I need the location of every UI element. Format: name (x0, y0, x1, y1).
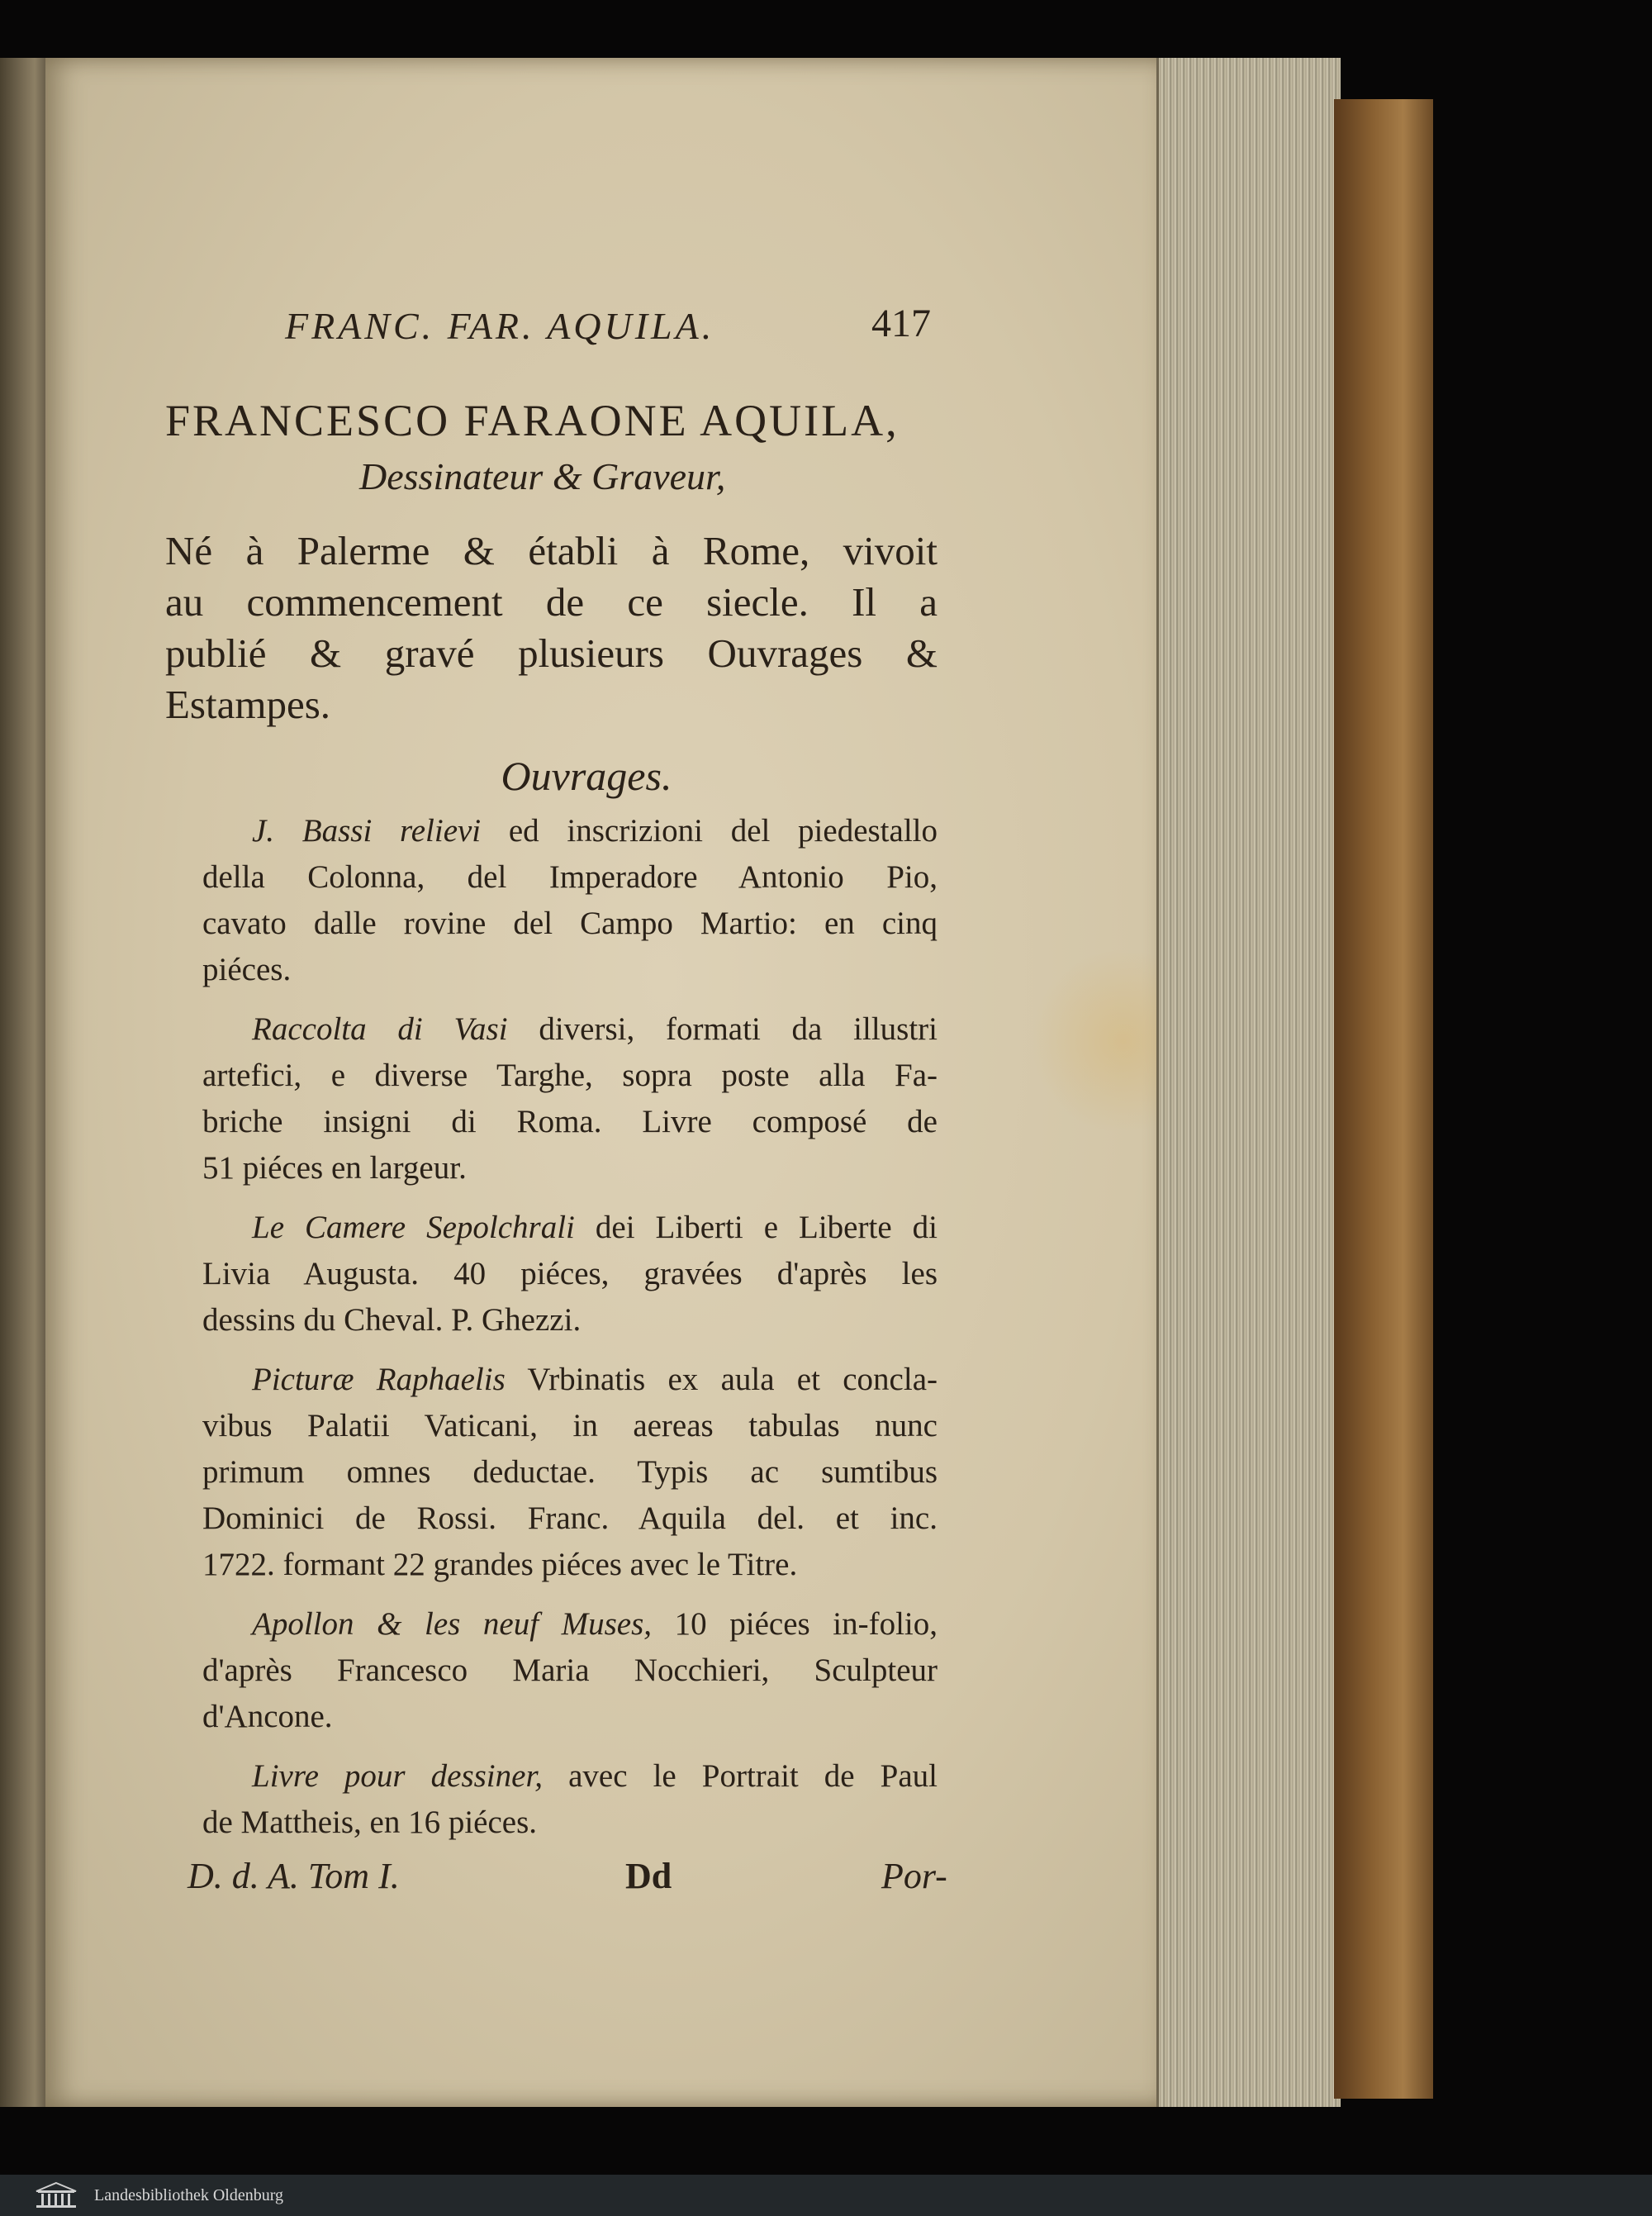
work-entry-line: de Mattheis, en 16 piéces. (202, 1805, 538, 1840)
bio-line: Estampes. (165, 682, 331, 727)
work-entry-line: artefici, e diverse Targhe, sopra poste alla Fa- (202, 1058, 938, 1093)
work-entry-first-line (252, 1601, 938, 1648)
signature-line: D. d. A. Tom I. (188, 1856, 400, 1896)
page-block-edge (1156, 58, 1341, 2107)
work-entry-first-line (252, 1205, 938, 1251)
work-title: J. Bassi relievi (252, 813, 482, 849)
signature-mark: Dd (625, 1856, 672, 1896)
running-head: FRANC. FAR. AQUILA. (285, 305, 715, 347)
work-description: diversi, formati da illustri (507, 1011, 938, 1047)
work-entry-line: Livia Augusta. 40 piéces, gravées d'après les (202, 1256, 938, 1291)
work-entry-line: dessins du Cheval. P. Ghezzi. (202, 1302, 582, 1338)
work-description: Vrbinatis ex aula et concla- (505, 1362, 938, 1397)
bio-line: publié & gravé plusieurs Ouvrages & (165, 630, 938, 676)
work-entry-line: 1722. formant 22 grandes piéces avec le Titre. (202, 1547, 798, 1582)
bio-line: au commencement de ce siecle. Il a (165, 579, 938, 625)
work-entry-line: 51 piéces en largeur. (202, 1150, 467, 1186)
library-name: Landesbibliothek Oldenburg (94, 2185, 284, 2204)
library-building-icon (33, 2180, 79, 2210)
work-entry-line: d'après Francesco Maria Nocchieri, Sculpteur (202, 1652, 938, 1688)
work-title: Apollon & les neuf Muses, (252, 1606, 653, 1642)
work-description: avec le Portrait de Paul (543, 1758, 938, 1794)
footer-bar (0, 2175, 1652, 2216)
work-entry-first-line (252, 1357, 938, 1403)
book-page (45, 58, 1169, 2107)
work-entry-line: briche insigni di Roma. Livre composé de (202, 1104, 938, 1139)
entry-title: FRANCESCO FARAONE AQUILA, (165, 396, 900, 445)
work-description: 10 piéces in-folio, (652, 1606, 938, 1642)
book-cover (1334, 99, 1433, 2099)
work-entry-first-line (252, 1753, 938, 1800)
work-entry-line: cavato dalle rovine del Campo Martio: en cinq (202, 906, 938, 941)
work-entry-first-line (252, 1006, 938, 1053)
work-entry-line: Dominici de Rossi. Franc. Aquila del. et inc. (202, 1500, 938, 1536)
work-entry-line: primum omnes deductae. Typis ac sumtibus (202, 1454, 938, 1490)
work-description: ed inscrizioni del piedestallo (481, 813, 938, 849)
left-page-edge (0, 58, 50, 2107)
catchword: Por- (881, 1856, 947, 1896)
page-number: 417 (871, 302, 931, 345)
bio-line: Né à Palerme & établi à Rome, vivoit (165, 528, 938, 573)
entry-subtitle: Dessinateur & Graveur, (359, 455, 726, 497)
work-title: Livre pour dessiner, (252, 1758, 544, 1794)
work-entry-line: d'Ancone. (202, 1699, 333, 1734)
work-entry-line: vibus Palatii Vaticani, in aereas tabulas nunc (202, 1408, 938, 1443)
work-entry-first-line (252, 808, 938, 854)
work-entry-line: della Colonna, del Imperadore Antonio Pio, (202, 859, 938, 895)
work-title: Raccolta di Vasi (252, 1011, 508, 1047)
work-title: Le Camere Sepolchrali (252, 1210, 575, 1245)
work-description: dei Liberti e Liberte di (574, 1210, 938, 1245)
work-entry-line: piéces. (202, 952, 292, 987)
section-heading: Ouvrages. (501, 753, 672, 799)
work-title: Picturæ Raphaelis (252, 1362, 506, 1397)
